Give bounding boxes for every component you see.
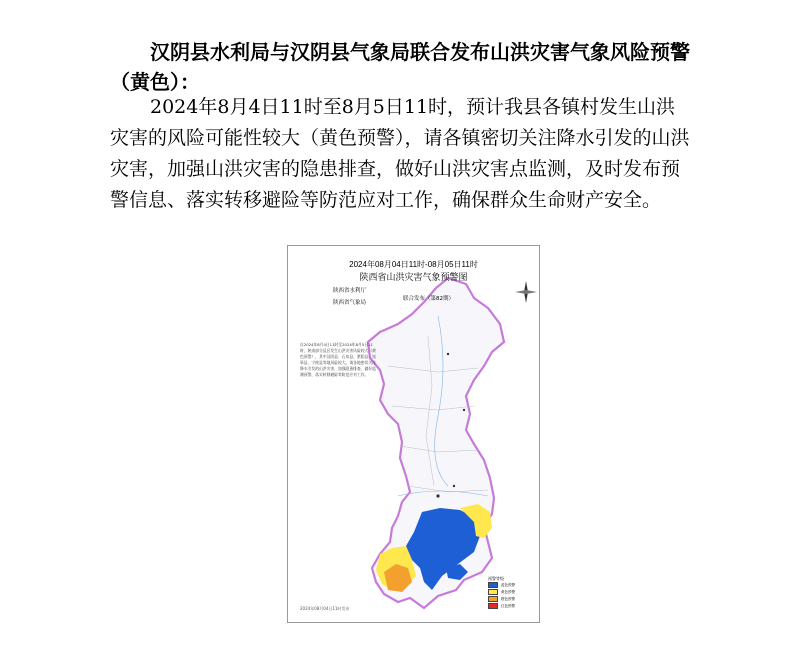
agency-label: 陕西省水利厅 bbox=[333, 288, 367, 294]
legend-item bbox=[488, 582, 515, 588]
legend-label: 橙色预警 bbox=[501, 596, 515, 601]
map-description: 自2024年8月4日11时至2024年8月5日11时，陕南部分县区发生山洪灾害风险较大（黄色预警），其中汉阴县、石泉县、紫阳县、岚皋县、宁陕县等地风险较大。请各地密切关注降水引发的山洪灾害，加强隐患排查，做好监测预警，落实转移避险等防范应对工作。 bbox=[300, 342, 376, 377]
compass-icon bbox=[515, 281, 537, 303]
legend-item bbox=[488, 603, 515, 609]
warning-map bbox=[288, 246, 541, 624]
map-time-range: 2024年08月04日11时-08月05日11时 bbox=[349, 260, 478, 269]
agency-label: 陕西省气象局 bbox=[333, 300, 367, 306]
map-footer: 2024年08月04日11时发布 bbox=[300, 606, 350, 611]
warning-map-figure bbox=[287, 245, 540, 623]
map-title: 陕西省山洪灾害气象预警图 bbox=[359, 273, 468, 283]
legend-item bbox=[488, 596, 515, 602]
legend-swatch bbox=[488, 582, 498, 588]
legend-label: 蓝色预警 bbox=[501, 582, 515, 587]
legend-label: 红色预警 bbox=[501, 603, 515, 608]
legend-item bbox=[488, 589, 515, 595]
legend-swatch bbox=[488, 603, 498, 609]
document-body: 2024年8月4日11时至8月5日11时，预计我县各镇村发生山洪灾害的风险可能性较大（黄色预警），请各镇密切关注降水引发的山洪灾害，加强山洪灾害的隐患排查，做好山洪灾害点监测，及时发布预警信息、落实转移避险等防范应对工作，确保群众生命财产安全。 bbox=[110, 96, 690, 211]
legend-swatch bbox=[488, 589, 498, 595]
legend-title: 预警等级 bbox=[488, 576, 504, 581]
legend-swatch bbox=[488, 596, 498, 602]
legend-label: 黄色预警 bbox=[501, 589, 515, 594]
joint-release-label: 联合发布（第82期） bbox=[403, 296, 454, 302]
document-title: 汉阴县水利局与汉阴县气象局联合发布山洪灾害气象风险预警（黄色）： bbox=[110, 40, 690, 94]
